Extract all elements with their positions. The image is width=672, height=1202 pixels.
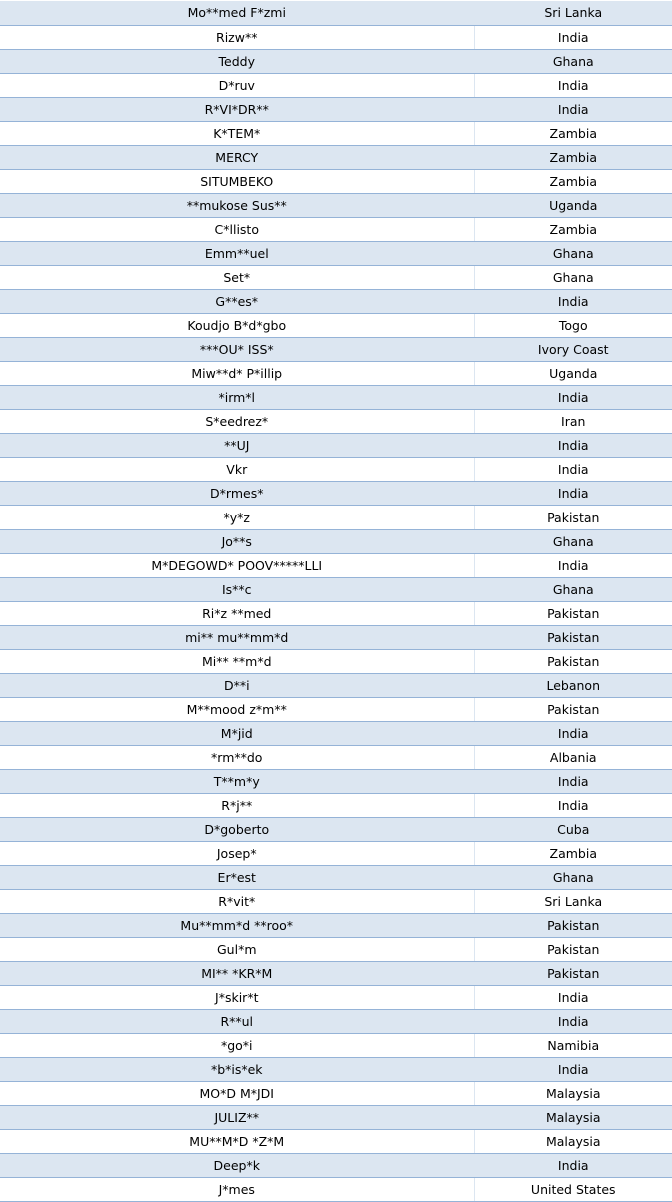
table-row	[0, 1105, 672, 1129]
country-cell: India	[474, 793, 672, 817]
table-row	[0, 313, 672, 337]
country-cell: India	[474, 385, 672, 409]
country-cell: India	[474, 289, 672, 313]
name-cell: Teddy	[0, 49, 474, 73]
table-row	[0, 1033, 672, 1057]
country-cell: India	[474, 457, 672, 481]
name-cell: *y*z	[0, 505, 474, 529]
country-cell: India	[474, 1057, 672, 1081]
country-cell: Pakistan	[474, 913, 672, 937]
name-cell: Mo**med F*zmi	[0, 1, 474, 25]
table-row	[0, 745, 672, 769]
country-cell: India	[474, 553, 672, 577]
country-cell: Pakistan	[474, 697, 672, 721]
name-cell: Emm**uel	[0, 241, 474, 265]
table-row	[0, 697, 672, 721]
country-cell: Sri Lanka	[474, 1, 672, 25]
country-cell: Ivory Coast	[474, 337, 672, 361]
country-cell: Malaysia	[474, 1129, 672, 1153]
country-cell: United States	[474, 1177, 672, 1201]
table-row	[0, 49, 672, 73]
country-cell: India	[474, 97, 672, 121]
table-row	[0, 1057, 672, 1081]
table-row	[0, 73, 672, 97]
table-row	[0, 481, 672, 505]
country-cell: Pakistan	[474, 625, 672, 649]
country-cell: Uganda	[474, 361, 672, 385]
country-cell: Ghana	[474, 265, 672, 289]
table-row	[0, 769, 672, 793]
country-cell: Ghana	[474, 577, 672, 601]
table-row	[0, 721, 672, 745]
table-row	[0, 913, 672, 937]
country-cell: Pakistan	[474, 649, 672, 673]
table-row	[0, 1177, 672, 1201]
name-cell: Ri*z **med	[0, 601, 474, 625]
participants-table	[0, 1, 672, 1202]
table-row	[0, 25, 672, 49]
country-cell: India	[474, 1153, 672, 1177]
table-row	[0, 625, 672, 649]
country-cell: Ghana	[474, 529, 672, 553]
name-cell: T**m*y	[0, 769, 474, 793]
country-cell: Lebanon	[474, 673, 672, 697]
name-cell: Koudjo B*d*gbo	[0, 313, 474, 337]
table-row	[0, 817, 672, 841]
table-row	[0, 1081, 672, 1105]
name-cell: Mi** **m*d	[0, 649, 474, 673]
name-cell: K*TEM*	[0, 121, 474, 145]
name-cell: MU**M*D *Z*M	[0, 1129, 474, 1153]
name-cell: Jo**s	[0, 529, 474, 553]
table-row	[0, 1009, 672, 1033]
table-row	[0, 841, 672, 865]
country-cell: Zambia	[474, 145, 672, 169]
table-row	[0, 553, 672, 577]
country-cell: India	[474, 25, 672, 49]
country-cell: Togo	[474, 313, 672, 337]
table-row	[0, 265, 672, 289]
table-row	[0, 361, 672, 385]
country-cell: India	[474, 433, 672, 457]
country-cell: Zambia	[474, 121, 672, 145]
table-row	[0, 985, 672, 1009]
table-row	[0, 121, 672, 145]
country-cell: Zambia	[474, 841, 672, 865]
name-cell: R*vit*	[0, 889, 474, 913]
name-cell: M*DEGOWD* POOV*****LLI	[0, 553, 474, 577]
table-row	[0, 97, 672, 121]
table-row	[0, 337, 672, 361]
name-cell: C*llisto	[0, 217, 474, 241]
table-row	[0, 1153, 672, 1177]
name-cell: Rizw**	[0, 25, 474, 49]
name-cell: J*skir*t	[0, 985, 474, 1009]
table-row	[0, 937, 672, 961]
name-cell: MO*D M*JDI	[0, 1081, 474, 1105]
table-row	[0, 865, 672, 889]
name-cell: M**mood z*m**	[0, 697, 474, 721]
country-cell: Pakistan	[474, 961, 672, 985]
table-row	[0, 1, 672, 25]
table-row	[0, 889, 672, 913]
country-cell: Ghana	[474, 241, 672, 265]
name-cell: D**i	[0, 673, 474, 697]
name-cell: ***OU* ISS*	[0, 337, 474, 361]
name-cell: R*VI*DR**	[0, 97, 474, 121]
name-cell: Er*est	[0, 865, 474, 889]
country-cell: Malaysia	[474, 1105, 672, 1129]
country-cell: India	[474, 1009, 672, 1033]
table-row	[0, 241, 672, 265]
table-row	[0, 505, 672, 529]
name-cell: Set*	[0, 265, 474, 289]
name-cell: *go*i	[0, 1033, 474, 1057]
table-row	[0, 577, 672, 601]
country-cell: India	[474, 769, 672, 793]
name-cell: R**ul	[0, 1009, 474, 1033]
name-cell: *b*is*ek	[0, 1057, 474, 1081]
country-cell: Sri Lanka	[474, 889, 672, 913]
table-row	[0, 793, 672, 817]
country-cell: Namibia	[474, 1033, 672, 1057]
country-cell: Ghana	[474, 865, 672, 889]
name-cell: Vkr	[0, 457, 474, 481]
country-cell: Pakistan	[474, 601, 672, 625]
country-cell: Zambia	[474, 169, 672, 193]
country-cell: Iran	[474, 409, 672, 433]
table-row	[0, 145, 672, 169]
name-cell: Is**c	[0, 577, 474, 601]
name-cell: Gul*m	[0, 937, 474, 961]
name-cell: R*j**	[0, 793, 474, 817]
name-cell: *irm*l	[0, 385, 474, 409]
name-cell: Josep*	[0, 841, 474, 865]
country-cell: Pakistan	[474, 937, 672, 961]
name-cell: JULIZ**	[0, 1105, 474, 1129]
name-cell: Miw**d* P*illip	[0, 361, 474, 385]
country-cell: India	[474, 985, 672, 1009]
table-row	[0, 169, 672, 193]
name-cell: D*rmes*	[0, 481, 474, 505]
table-row	[0, 601, 672, 625]
table-row	[0, 673, 672, 697]
name-cell: Deep*k	[0, 1153, 474, 1177]
name-cell: D*ruv	[0, 73, 474, 97]
country-cell: Pakistan	[474, 505, 672, 529]
name-cell: Mu**mm*d **roo*	[0, 913, 474, 937]
country-cell: Uganda	[474, 193, 672, 217]
name-cell: G**es*	[0, 289, 474, 313]
name-cell: *rm**do	[0, 745, 474, 769]
name-cell: MI** *KR*M	[0, 961, 474, 985]
table-row	[0, 1129, 672, 1153]
table-row	[0, 409, 672, 433]
name-cell: **mukose Sus**	[0, 193, 474, 217]
name-cell: J*mes	[0, 1177, 474, 1201]
country-cell: India	[474, 73, 672, 97]
name-cell: MERCY	[0, 145, 474, 169]
name-cell: SITUMBEKO	[0, 169, 474, 193]
country-cell: India	[474, 721, 672, 745]
name-cell: **UJ	[0, 433, 474, 457]
name-cell: M*jid	[0, 721, 474, 745]
country-cell: Zambia	[474, 217, 672, 241]
country-cell: India	[474, 481, 672, 505]
table-row	[0, 193, 672, 217]
table-row	[0, 649, 672, 673]
table-row	[0, 961, 672, 985]
country-cell: Ghana	[474, 49, 672, 73]
name-cell: D*goberto	[0, 817, 474, 841]
table-row	[0, 433, 672, 457]
table-row	[0, 217, 672, 241]
name-cell: mi** mu**mm*d	[0, 625, 474, 649]
country-cell: Malaysia	[474, 1081, 672, 1105]
name-cell: S*eedrez*	[0, 409, 474, 433]
table-row	[0, 457, 672, 481]
country-cell: Cuba	[474, 817, 672, 841]
table-row	[0, 385, 672, 409]
table-row	[0, 289, 672, 313]
country-cell: Albania	[474, 745, 672, 769]
table-row	[0, 529, 672, 553]
table-body	[0, 1, 672, 1201]
